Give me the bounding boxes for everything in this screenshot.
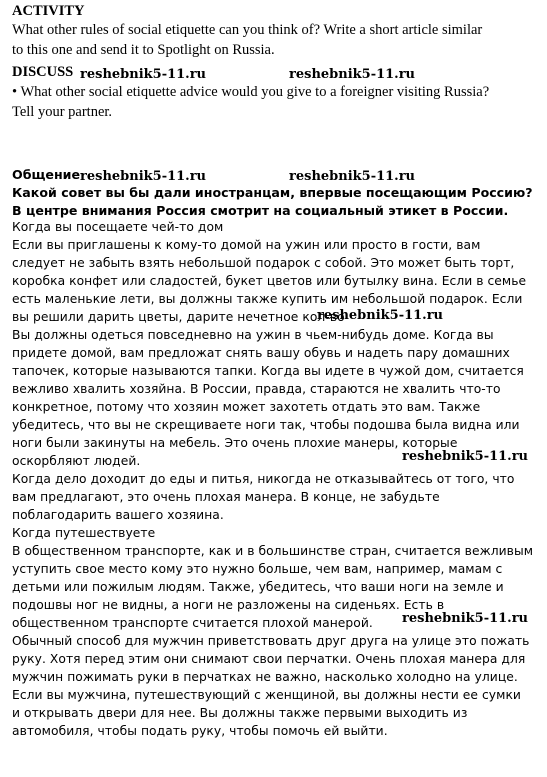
watermark: reshebnik5-11.ru xyxy=(80,169,207,184)
activity-text-line: What other rules of social etiquette can you think of? Write a short article similar xyxy=(12,22,483,38)
ru-text-line: руку. Хотя перед этим они снимают свои перчатки. Очень плохая манера для xyxy=(12,652,526,666)
activity-text-line: to this one and send it to Spotlight on Russia. xyxy=(12,42,275,58)
ru-text-line: и открывать двери для нее. Вы должны также первыми выходить из xyxy=(12,706,468,720)
discuss-text-line: Tell your partner. xyxy=(12,104,113,120)
ru-text-line: есть маленькие лети, вы должны также купить им небольшой подарок. Если xyxy=(12,292,523,306)
ru-text-line: общественном транспорте считается плохой манерой. xyxy=(12,616,373,630)
ru-text-line: вы решили дарить цветы, дарите нечетное кол-во xyxy=(12,310,345,324)
ru-text-line: мужчин пожимать руки в перчатках не важно, насколько холодно на улице. xyxy=(12,670,518,684)
ru-subtitle: В центре внимания Россия смотрит на социальный этикет в России. xyxy=(12,203,509,218)
ru-text-line: коробка конфет или сладостей, букет цветов или бутылку вина. Если в семье xyxy=(12,274,527,288)
ru-text-line: оскорбляют людей. xyxy=(12,454,141,468)
ru-text-line: тапочек, которые называются тапки. Когда вы идете в чужой дом, считается xyxy=(12,364,524,378)
ru-text-line: автомобиля, чтобы подать руку, чтобы помочь ей выйти. xyxy=(12,724,388,738)
watermark: reshebnik5-11.ru xyxy=(317,308,444,323)
ru-text-line: Когда путешествуете xyxy=(12,526,156,540)
ru-text-line: конкретное, потому что хозяин может захотеть отдать это вам. Также xyxy=(12,400,481,414)
discuss-text-line: • What other social etiquette advice would you give to a foreigner visiting Russia? xyxy=(12,84,490,100)
ru-text-line: вежливо хвалить хозяйна. В России, правда, стараются не хвалить что-то xyxy=(12,382,501,396)
ru-text-line: Если вы приглашены к кому-то домой на ужин или просто в гости, вам xyxy=(12,238,481,252)
ru-text-line: Если вы мужчина, путешествующий с женщиной, вы должны нести ее сумки xyxy=(12,688,521,702)
discuss-heading: DISCUSS xyxy=(12,64,74,80)
watermark: reshebnik5-11.ru xyxy=(80,67,207,82)
ru-text-line: подошвы ног не видны, а ноги не разложены на сиденьях. Есть в xyxy=(12,598,445,612)
ru-text-line: уступить свое место кому это нужно больше, чем вам, например, мамам с xyxy=(12,562,503,576)
watermark: reshebnik5-11.ru xyxy=(289,169,416,184)
ru-text-line: ноги были закинуты на мебель. Это очень плохие манеры, которые xyxy=(12,436,458,450)
ru-text-line: Когда вы посещаете чей-то дом xyxy=(12,220,224,234)
activity-heading: ACTIVITY xyxy=(12,3,85,19)
ru-text-line: вам предлагают, это очень плохая манера. В конце, не забудьте xyxy=(12,490,440,504)
ru-text-line: убедитесь, что вы не скрещиваете ноги так, чтобы подошва была видна или xyxy=(12,418,520,432)
watermark: reshebnik5-11.ru xyxy=(402,449,529,464)
ru-text-line: поблагодарить вашего хозяина. xyxy=(12,508,224,522)
ru-text-line: придете домой, вам предложат снять вашу обувь и надеть пару домашних xyxy=(12,346,510,360)
ru-text-line: детьми или пожилым людям. Также, убедитесь, что ваши ноги на земле и xyxy=(12,580,504,594)
ru-text-line: Когда дело доходит до еды и питья, никогда не отказывайтесь от того, что xyxy=(12,472,515,486)
ru-text-line: следует не забыть взять небольшой подарок с собой. Это может быть торт, xyxy=(12,256,515,270)
watermark: reshebnik5-11.ru xyxy=(402,611,529,626)
ru-text-line: В общественном транспорте, как и в большинстве стран, считается вежливым xyxy=(12,544,534,558)
ru-text-line: Вы должны одеться повседневно на ужин в чьем-нибудь доме. Когда вы xyxy=(12,328,494,342)
ru-heading: Общение xyxy=(12,167,81,182)
watermark: reshebnik5-11.ru xyxy=(289,67,416,82)
ru-text-line: Обычный способ для мужчин приветствовать друг друга на улице это пожать xyxy=(12,634,530,648)
ru-question: Какой совет вы бы дали иностранцам, впервые посещающим Россию? xyxy=(12,185,533,200)
